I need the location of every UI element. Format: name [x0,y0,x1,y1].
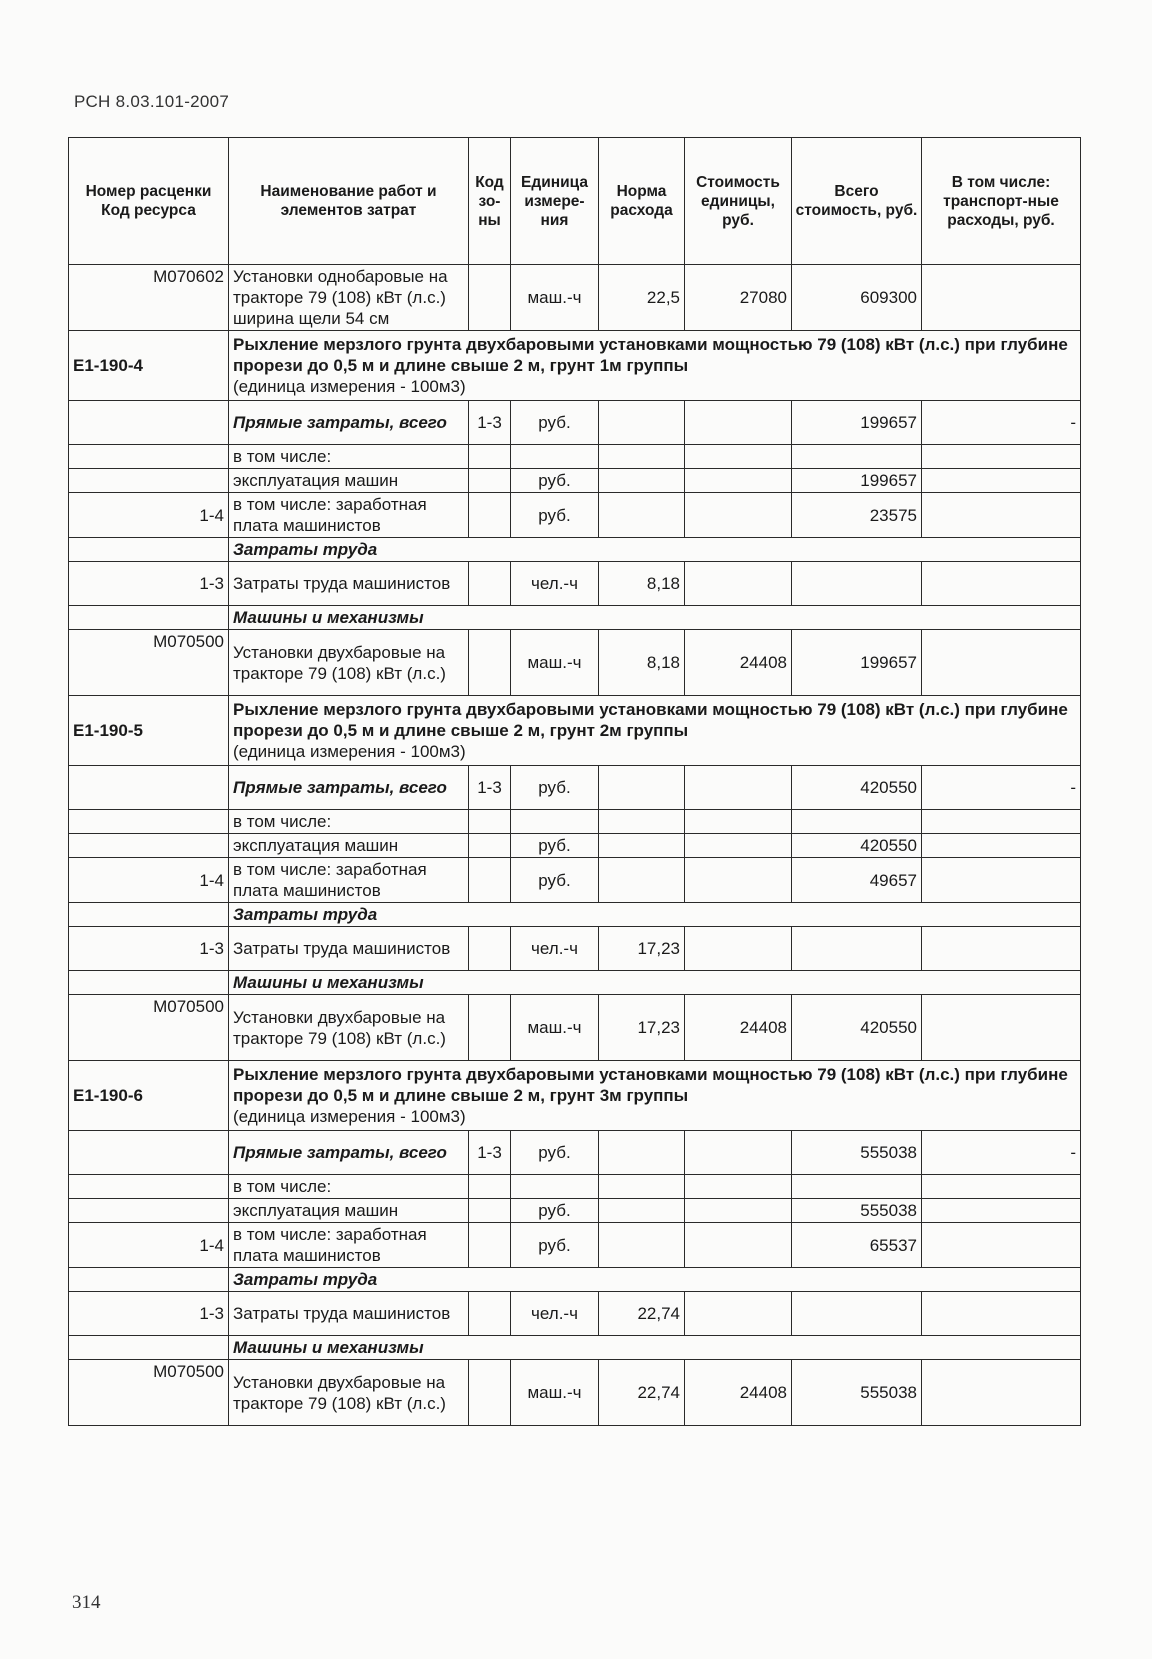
table-row [69,445,1081,469]
resource-code [69,810,229,834]
unit: руб. [511,1223,599,1268]
page-number: 314 [72,1592,101,1613]
table-row [69,1131,1081,1175]
direct-costs-label-text: Прямые затраты, всего [233,778,447,797]
norm [599,834,685,858]
document-code-header: РСН 8.03.101-2007 [74,92,230,111]
total-cost [792,810,922,834]
machines-header-text: Машины и механизмы [233,973,424,992]
column-header: В том числе: транспорт-ные расходы, руб. [922,138,1081,265]
norm [599,858,685,903]
machines-header-text: Машины и механизмы [233,608,424,627]
resource-code [69,971,229,995]
unit: руб. [511,1199,599,1223]
table-row [69,265,1081,331]
column-header: Код зо-ны [469,138,511,265]
total-cost: 555038 [792,1360,922,1426]
rate-code: Е1-190-6 [69,1061,229,1131]
transport-cost [922,1175,1081,1199]
resource-code [69,469,229,493]
unit-cost: 24408 [685,995,792,1061]
norm: 22,74 [599,1360,685,1426]
work-name: Установки однобаровые на тракторе 79 (108) кВт (л.с.) ширина щели 54 см [229,265,469,331]
unit: маш.-ч [511,995,599,1061]
unit: маш.-ч [511,1360,599,1426]
unit-cost [685,401,792,445]
unit-cost [685,562,792,606]
resource-code [69,903,229,927]
unit [511,810,599,834]
section-unit-note: (единица измерения - 100м3) [233,1107,466,1126]
norm: 22,74 [599,1292,685,1336]
transport-cost [922,1223,1081,1268]
norm: 8,18 [599,562,685,606]
total-cost: 199657 [792,630,922,696]
zone-code: 1-3 [469,766,511,810]
table-row [69,1336,1081,1360]
transport-cost [922,265,1081,331]
section-title-text: Рыхление мерзлого грунта двухбаровыми установками мощностью 79 (108) кВт (л.с.) при глубине прорези до 0,5 м и длине свыше 2 м, грунт 3м группы [233,1065,1068,1105]
unit-cost: 24408 [685,1360,792,1426]
norm: 22,5 [599,265,685,331]
transport-cost [922,562,1081,606]
column-header: Наименование работ и элементов затрат [229,138,469,265]
norm [599,401,685,445]
resource-code [69,538,229,562]
table-row [69,834,1081,858]
total-cost: 23575 [792,493,922,538]
transport-cost: - [922,766,1081,810]
norm [599,1175,685,1199]
norm: 8,18 [599,630,685,696]
norm: 17,23 [599,927,685,971]
unit: руб. [511,766,599,810]
table-row [69,469,1081,493]
resource-code [69,1199,229,1223]
resource-code: 1-3 [69,927,229,971]
unit: маш.-ч [511,630,599,696]
zone-code [469,810,511,834]
total-cost [792,927,922,971]
labor-header [229,903,1081,927]
transport-cost: - [922,401,1081,445]
norm [599,810,685,834]
labor-header [229,1268,1081,1292]
unit: чел.-ч [511,562,599,606]
total-cost: 420550 [792,995,922,1061]
resource-code: 1-3 [69,1292,229,1336]
unit-cost [685,493,792,538]
norm: 17,23 [599,995,685,1061]
resource-code: М070500 [69,995,229,1061]
zone-code [469,834,511,858]
total-cost: 420550 [792,766,922,810]
resource-code [69,1268,229,1292]
zone-code [469,1223,511,1268]
section-unit-note: (единица измерения - 100м3) [233,377,466,396]
section-title-text: Рыхление мерзлого грунта двухбаровыми установками мощностью 79 (108) кВт (л.с.) при глубине прорези до 0,5 м и длине свыше 2 м, грунт 2м группы [233,700,1068,740]
transport-cost [922,858,1081,903]
transport-cost [922,630,1081,696]
column-header: Всего стоимость, руб. [792,138,922,265]
table-row [69,630,1081,696]
transport-cost [922,927,1081,971]
zone-code [469,1360,511,1426]
transport-cost [922,1292,1081,1336]
total-cost [792,445,922,469]
rate-code: Е1-190-5 [69,696,229,766]
labor-label: Затраты труда машинистов [229,562,469,606]
table-row [69,401,1081,445]
total-cost: 199657 [792,469,922,493]
exploitation-label: эксплуатация машин [229,1199,469,1223]
including-label: в том числе: [229,1175,469,1199]
direct-costs-label [229,401,469,445]
resource-code [69,1131,229,1175]
unit-cost [685,1292,792,1336]
unit-cost [685,1223,792,1268]
total-cost [792,1292,922,1336]
table-row [69,927,1081,971]
resource-code [69,766,229,810]
direct-costs-label [229,1131,469,1175]
section-title [229,1061,1081,1131]
transport-cost [922,1199,1081,1223]
unit: руб. [511,834,599,858]
resource-code: М070500 [69,630,229,696]
section-title-text: Рыхление мерзлого грунта двухбаровыми установками мощностью 79 (108) кВт (л.с.) при глубине прорези до 0,5 м и длине свыше 2 м, грунт 1м группы [233,335,1068,375]
zone-code [469,1199,511,1223]
norm [599,1199,685,1223]
zone-code [469,562,511,606]
column-header: Номер расценки Код ресурса [69,138,229,265]
table-row [69,538,1081,562]
transport-cost [922,834,1081,858]
unit: руб. [511,469,599,493]
machines-header [229,606,1081,630]
labor-label: Затраты труда машинистов [229,927,469,971]
table-row [69,1292,1081,1336]
machines-header [229,971,1081,995]
unit-cost [685,1175,792,1199]
rate-code: Е1-190-4 [69,331,229,401]
transport-cost [922,1360,1081,1426]
unit-cost: 27080 [685,265,792,331]
unit-cost [685,445,792,469]
labor-header-text: Затраты труда [233,1270,378,1289]
table-row [69,493,1081,538]
table-header-row [69,138,1081,265]
total-cost: 49657 [792,858,922,903]
zone-code [469,445,511,469]
direct-costs-label-text: Прямые затраты, всего [233,413,447,432]
resource-code: 1-4 [69,1223,229,1268]
total-cost: 420550 [792,834,922,858]
table-row [69,1175,1081,1199]
norm [599,493,685,538]
machines-header-text: Машины и механизмы [233,1338,424,1357]
resource-code: 1-3 [69,562,229,606]
unit: руб. [511,1131,599,1175]
transport-cost [922,493,1081,538]
resource-code [69,401,229,445]
rates-table [68,137,1081,1426]
zone-code [469,1175,511,1199]
unit-cost [685,858,792,903]
direct-costs-label-text: Прямые затраты, всего [233,1143,447,1162]
unit: руб. [511,858,599,903]
transport-cost [922,469,1081,493]
unit-cost [685,1131,792,1175]
unit-cost: 24408 [685,630,792,696]
section-title [229,696,1081,766]
transport-cost [922,995,1081,1061]
resource-code [69,1336,229,1360]
including-label: в том числе: [229,810,469,834]
zone-code [469,858,511,903]
table-row [69,1223,1081,1268]
total-cost: 65537 [792,1223,922,1268]
zone-code [469,469,511,493]
direct-costs-label [229,766,469,810]
zone-code [469,493,511,538]
unit [511,1175,599,1199]
section-title [229,331,1081,401]
unit: маш.-ч [511,265,599,331]
norm [599,445,685,469]
total-cost: 555038 [792,1131,922,1175]
table-row [69,858,1081,903]
exploitation-label: эксплуатация машин [229,469,469,493]
unit: руб. [511,401,599,445]
unit: чел.-ч [511,927,599,971]
table-row [69,1199,1081,1223]
table-row [69,1061,1081,1131]
unit: руб. [511,493,599,538]
zone-code [469,1292,511,1336]
table-row [69,995,1081,1061]
machines-header [229,1336,1081,1360]
zone-code [469,630,511,696]
table-row [69,903,1081,927]
norm [599,1223,685,1268]
table-row [69,606,1081,630]
labor-header [229,538,1081,562]
section-unit-note: (единица измерения - 100м3) [233,742,466,761]
unit-cost [685,927,792,971]
transport-cost: - [922,1131,1081,1175]
wage-label: в том числе: заработная плата машинистов [229,493,469,538]
total-cost: 199657 [792,401,922,445]
labor-header-text: Затраты труда [233,905,378,924]
resource-code: 1-4 [69,493,229,538]
table-row [69,766,1081,810]
zone-code [469,927,511,971]
unit-cost [685,766,792,810]
total-cost [792,562,922,606]
wage-label: в том числе: заработная плата машинистов [229,858,469,903]
table-row [69,696,1081,766]
machine-label: Установки двухбаровые на тракторе 79 (108) кВт (л.с.) [229,1360,469,1426]
column-header: Стоимость единицы, руб. [685,138,792,265]
resource-code: М070602 [69,265,229,331]
unit-cost [685,834,792,858]
table-row [69,1360,1081,1426]
resource-code [69,834,229,858]
zone-code [469,265,511,331]
unit-cost [685,810,792,834]
zone-code: 1-3 [469,401,511,445]
resource-code [69,606,229,630]
resource-code: М070500 [69,1360,229,1426]
total-cost: 555038 [792,1199,922,1223]
table-row [69,562,1081,606]
wage-label: в том числе: заработная плата машинистов [229,1223,469,1268]
exploitation-label: эксплуатация машин [229,834,469,858]
labor-header-text: Затраты труда [233,540,378,559]
total-cost [792,1175,922,1199]
resource-code: 1-4 [69,858,229,903]
zone-code: 1-3 [469,1131,511,1175]
resource-code [69,445,229,469]
norm [599,1131,685,1175]
column-header: Единица измере-ния [511,138,599,265]
machine-label: Установки двухбаровые на тракторе 79 (108) кВт (л.с.) [229,630,469,696]
norm [599,469,685,493]
table-row [69,331,1081,401]
machine-label: Установки двухбаровые на тракторе 79 (108) кВт (л.с.) [229,995,469,1061]
unit-cost [685,1199,792,1223]
unit [511,445,599,469]
zone-code [469,995,511,1061]
total-cost: 609300 [792,265,922,331]
transport-cost [922,445,1081,469]
labor-label: Затраты труда машинистов [229,1292,469,1336]
norm [599,766,685,810]
including-label: в том числе: [229,445,469,469]
column-header: Норма расхода [599,138,685,265]
resource-code [69,1175,229,1199]
unit-cost [685,469,792,493]
unit: чел.-ч [511,1292,599,1336]
table-row [69,971,1081,995]
table-row [69,810,1081,834]
transport-cost [922,810,1081,834]
table-row [69,1268,1081,1292]
